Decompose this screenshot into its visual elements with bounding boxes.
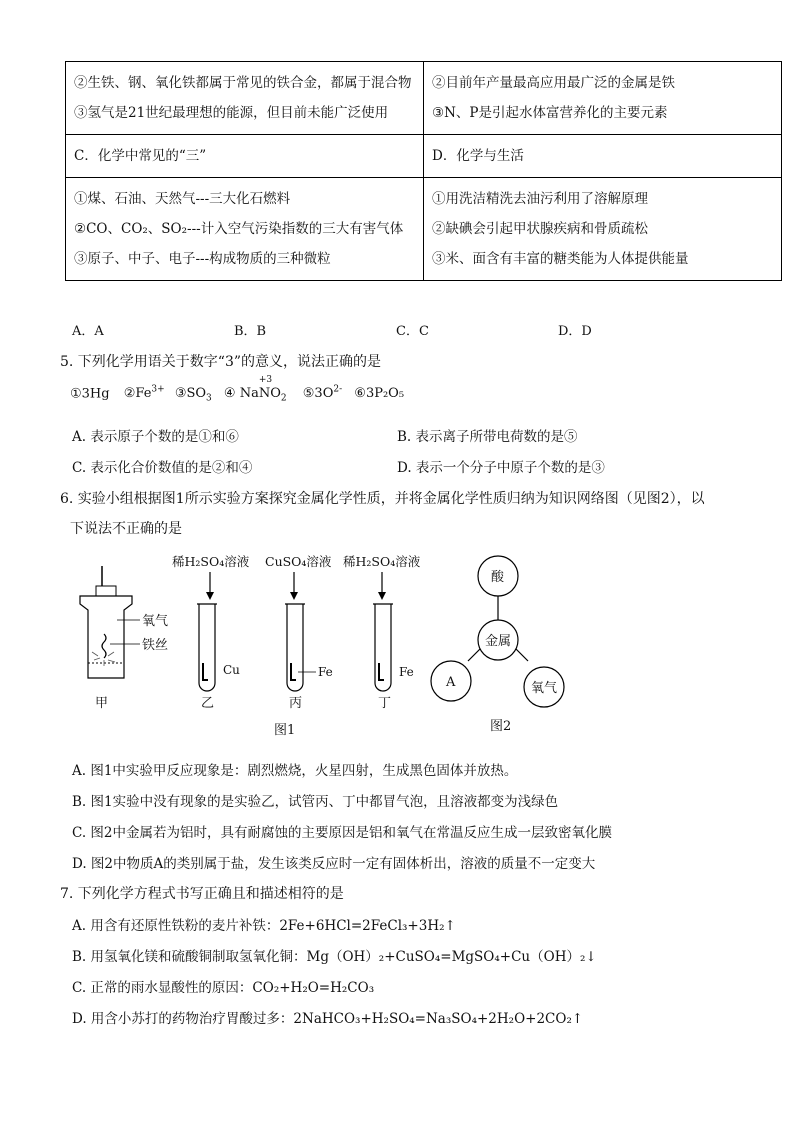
q5-item-4-o: O — [270, 386, 281, 402]
cell-line: ②CO、CO₂、SO₂---计入空气污染指数的三大有害气体 — [74, 221, 404, 237]
label-cu: Cu — [223, 663, 240, 677]
q5-item-3-base: ③SO — [174, 386, 207, 402]
q5-item-3 — [174, 386, 212, 404]
figure1-jar — [80, 566, 168, 711]
q5-items — [70, 375, 405, 404]
figure2-caption: 图2 — [490, 719, 512, 734]
arrow-d-head — [378, 592, 386, 600]
table-cell — [424, 62, 782, 135]
q5-item-4-valence: +3 — [258, 375, 273, 386]
q7-option-c: C. 正常的雨水显酸性的原因：CO₂+H₂O=H₂CO₃ — [72, 980, 375, 996]
table-cell — [66, 135, 424, 178]
q5-option-c: C. 表示化合价数值的是②和④ — [72, 460, 253, 476]
q5-option-a: A. 表示原子个数的是①和⑥ — [72, 429, 239, 445]
q5-stem: 5. 下列化学用语关于数字“3”的意义，说法正确的是 — [60, 354, 382, 370]
label-jia: 甲 — [95, 696, 109, 711]
q5-item-5 — [303, 386, 342, 401]
fe-strip-d — [379, 663, 384, 680]
q5-item-4-sub: 2 — [280, 393, 287, 404]
q5-item-2-base: ②Fe — [123, 386, 152, 402]
cell-line: ③米、面含有丰富的糖类能为人体提供能量 — [432, 251, 689, 267]
label-wire: 铁丝 — [142, 638, 169, 653]
figure1-tube-b — [172, 554, 250, 711]
q5-item-4-na: Na — [239, 386, 259, 402]
cell-line: ②生铁、钢、氧化铁都属于常见的铁合金，都属于混合物 — [74, 75, 412, 91]
cell-line: D．化学与生活 — [432, 148, 524, 164]
reagent-b: 稀H₂SO₄溶液 — [172, 554, 250, 569]
q5-option-d: D. 表示一个分子中原子个数的是③ — [397, 460, 605, 476]
table-row — [66, 135, 782, 178]
label-oxygen: 氧气 — [142, 614, 169, 629]
q7-option-b: B. 用氢氧化镁和硫酸铜制取氢氧化铜：Mg（OH）₂+CuSO₄=MgSO₄+Cu（OH）₂↓ — [72, 949, 597, 965]
table-cell — [66, 178, 424, 281]
table-row — [66, 178, 782, 281]
cell-line: C．化学中常见的“三” — [74, 148, 207, 164]
choice-b: B．B — [234, 324, 267, 339]
q5-item-4-n-wrap — [258, 375, 273, 402]
q5-item-4 — [223, 375, 287, 404]
q7-option-d: D. 用含小苏打的药物治疗胃酸过多：2NaHCO₃+H₂SO₄=Na₃SO₄+2H₂O+2CO₂↑ — [72, 1011, 584, 1027]
figure1-caption: 图1 — [274, 723, 296, 738]
cell-line: ①煤、石油、天然气---三大化石燃料 — [74, 191, 291, 207]
cell-line: ③氢气是21世纪最理想的能源，但目前未能广泛使用 — [74, 105, 389, 121]
cu-strip — [203, 663, 208, 680]
label-yi: 乙 — [201, 696, 215, 711]
table-cell — [66, 62, 424, 135]
figure1-tube-c — [265, 554, 333, 711]
q5-item-2 — [124, 386, 165, 401]
q5-item-2-charge: 3+ — [151, 385, 165, 395]
q6-stem-line1: 6. 实验小组根据图1所示实验方案探究金属化学性质，并将金属化学性质归纳为知识网络图（见图2），以 — [60, 491, 705, 507]
q6-option-d: D. 图2中物质A的类别属于盐，发生该类反应时一定有固体析出，溶液的质量不一定变大 — [72, 856, 596, 872]
cell-line: ②缺碘会引起甲状腺疾病和骨质疏松 — [432, 221, 648, 237]
reagent-d: 稀H₂SO₄溶液 — [343, 554, 421, 569]
tube-c — [287, 604, 303, 691]
q5-item-5-base: ⑤3O — [302, 386, 334, 402]
cell-line: ③N、P是引起水体富营养化的主要元素 — [432, 105, 668, 121]
q6-option-c: C. 图2中金属若为铝时，具有耐腐蚀的主要原因是铝和氧气在常温反应生成一层致密氧化膜 — [72, 825, 613, 841]
label-fe-d: Fe — [399, 665, 414, 679]
figure1-tube-d — [343, 554, 421, 711]
tube-b — [199, 604, 215, 691]
figure2-network — [431, 556, 564, 734]
choice-d: D．D — [558, 324, 592, 339]
q5-item-6: ⑥3P₂O₅ — [354, 386, 405, 402]
cell-line: ①用洗洁精洗去油污利用了溶解原理 — [432, 191, 648, 207]
fe-strip-c — [291, 663, 296, 680]
cell-line: ②目前年产量最高应用最广泛的金属是铁 — [432, 75, 675, 91]
cell-line: ③原子、中子、电子---构成物质的三种微粒 — [74, 251, 331, 267]
label-fe-c: Fe — [318, 665, 333, 679]
label-metal: 金属 — [485, 634, 512, 649]
choice-c: C．C — [396, 324, 429, 339]
label-a: A — [446, 675, 456, 690]
q5-item-5-charge: 2- — [333, 385, 343, 395]
link-metal-oxygen — [515, 648, 528, 661]
q6-option-b: B. 图1实验中没有现象的是实验乙，试管丙、丁中都冒气泡，且溶液都变为浅绿色 — [72, 794, 559, 810]
q7-option-a: A. 用含有还原性铁粉的麦片补铁：2Fe+6HCl=2FeCl₃+3H₂↑ — [72, 918, 456, 934]
q6-option-a: A. 图1中实验甲反应现象是：剧烈燃烧，火星四射，生成黑色固体并放热。 — [72, 763, 518, 779]
label-oxygen-node: 氧气 — [531, 681, 558, 696]
table-row — [66, 62, 782, 135]
arrow-c-head — [290, 592, 298, 600]
q7-stem: 7. 下列化学方程式书写正确且和描述相符的是 — [60, 886, 344, 902]
q6-figure — [60, 548, 580, 748]
label-bing: 丙 — [289, 696, 303, 711]
reagent-c: CuSO₄溶液 — [265, 554, 332, 569]
table-cell — [424, 135, 782, 178]
q5-item-3-sub: 3 — [206, 393, 212, 404]
arrow-b-head — [206, 592, 214, 600]
q5-item-1: ①3Hg — [70, 386, 110, 402]
q5-option-b: B. 表示离子所带电荷数的是⑤ — [397, 429, 578, 445]
choice-a: A．A — [72, 324, 104, 339]
q5-item-4-label: ④ — [223, 386, 236, 402]
jar-stopper — [96, 586, 116, 596]
label-ding: 丁 — [378, 696, 392, 711]
q5-item-4-n: N — [258, 386, 271, 402]
tube-d — [375, 604, 391, 691]
link-metal-a — [468, 648, 481, 661]
label-acid: 酸 — [491, 570, 505, 585]
table-cell — [424, 178, 782, 281]
knowledge-table — [65, 61, 782, 281]
q6-stem-line2: 下说法不正确的是 — [70, 521, 182, 537]
